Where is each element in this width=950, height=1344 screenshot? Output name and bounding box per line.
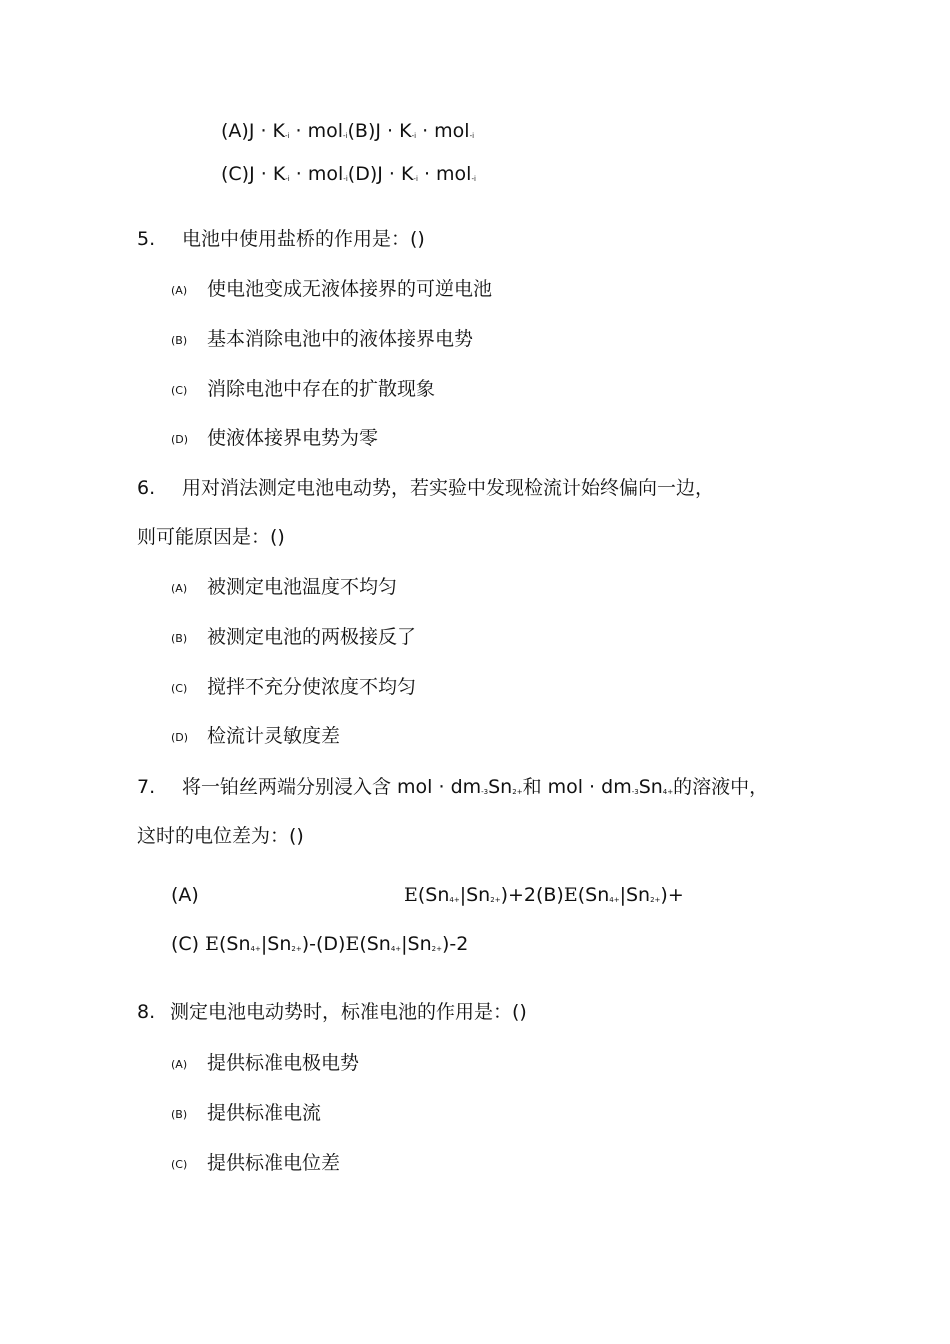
question-6: 6. 用对消法测定电池电动势，若实验中发现检流计始终偏向一边， xyxy=(137,477,715,499)
q6-option-c: (C) 搅拌不充分使浓度不均匀 xyxy=(171,676,417,698)
units-option-row-1: (A)J · K-i · mol-i(B)J · K-i · mol-i xyxy=(221,120,475,142)
q5-option-d: (D) 使液体接界电势为零 xyxy=(171,427,379,449)
q6-option-b: (B) 被测定电池的两极接反了 xyxy=(171,626,417,648)
question-7: 7. 将一铂丝两端分别浸入含 mol · dm-3Sn2+和 mol · dm-3Sn4+的溶液中， xyxy=(137,776,769,798)
q5-option-b: (B) 基本消除电池中的液体接界电势 xyxy=(171,328,474,350)
question-6-continued: 则可能原因是：() xyxy=(137,526,285,548)
q8-option-b: (B) 提供标准电流 xyxy=(171,1102,322,1124)
q7-option-a-tag: (A) xyxy=(171,884,199,906)
q8-option-a: (A) 提供标准电极电势 xyxy=(171,1052,360,1074)
q5-option-c: (C) 消除电池中存在的扩散现象 xyxy=(171,378,436,400)
question-7-continued: 这时的电位差为：() xyxy=(137,825,304,847)
question-5: 5. 电池中使用盐桥的作用是：() xyxy=(137,228,425,250)
question-8: 8. 测定电池电动势时，标准电池的作用是：() xyxy=(137,1001,527,1023)
q5-option-a: (A) 使电池变成无液体接界的可逆电池 xyxy=(171,278,493,300)
q6-option-d: (D) 检流计灵敏度差 xyxy=(171,725,341,747)
units-option-row-2: (C)J · K-i · mol-i(D)J · K-i · mol-i xyxy=(221,163,476,185)
q7-option-row-2: (C) E(Sn4+|Sn2+)-(D)E(Sn4+|Sn2+)-2 xyxy=(171,933,469,955)
q7-option-row-1: E(Sn4+|Sn2+)+2(B)E(Sn4+|Sn2+)+ xyxy=(404,884,684,906)
q8-option-c: (C) 提供标准电位差 xyxy=(171,1152,341,1174)
q6-option-a: (A) 被测定电池温度不均匀 xyxy=(171,576,398,598)
